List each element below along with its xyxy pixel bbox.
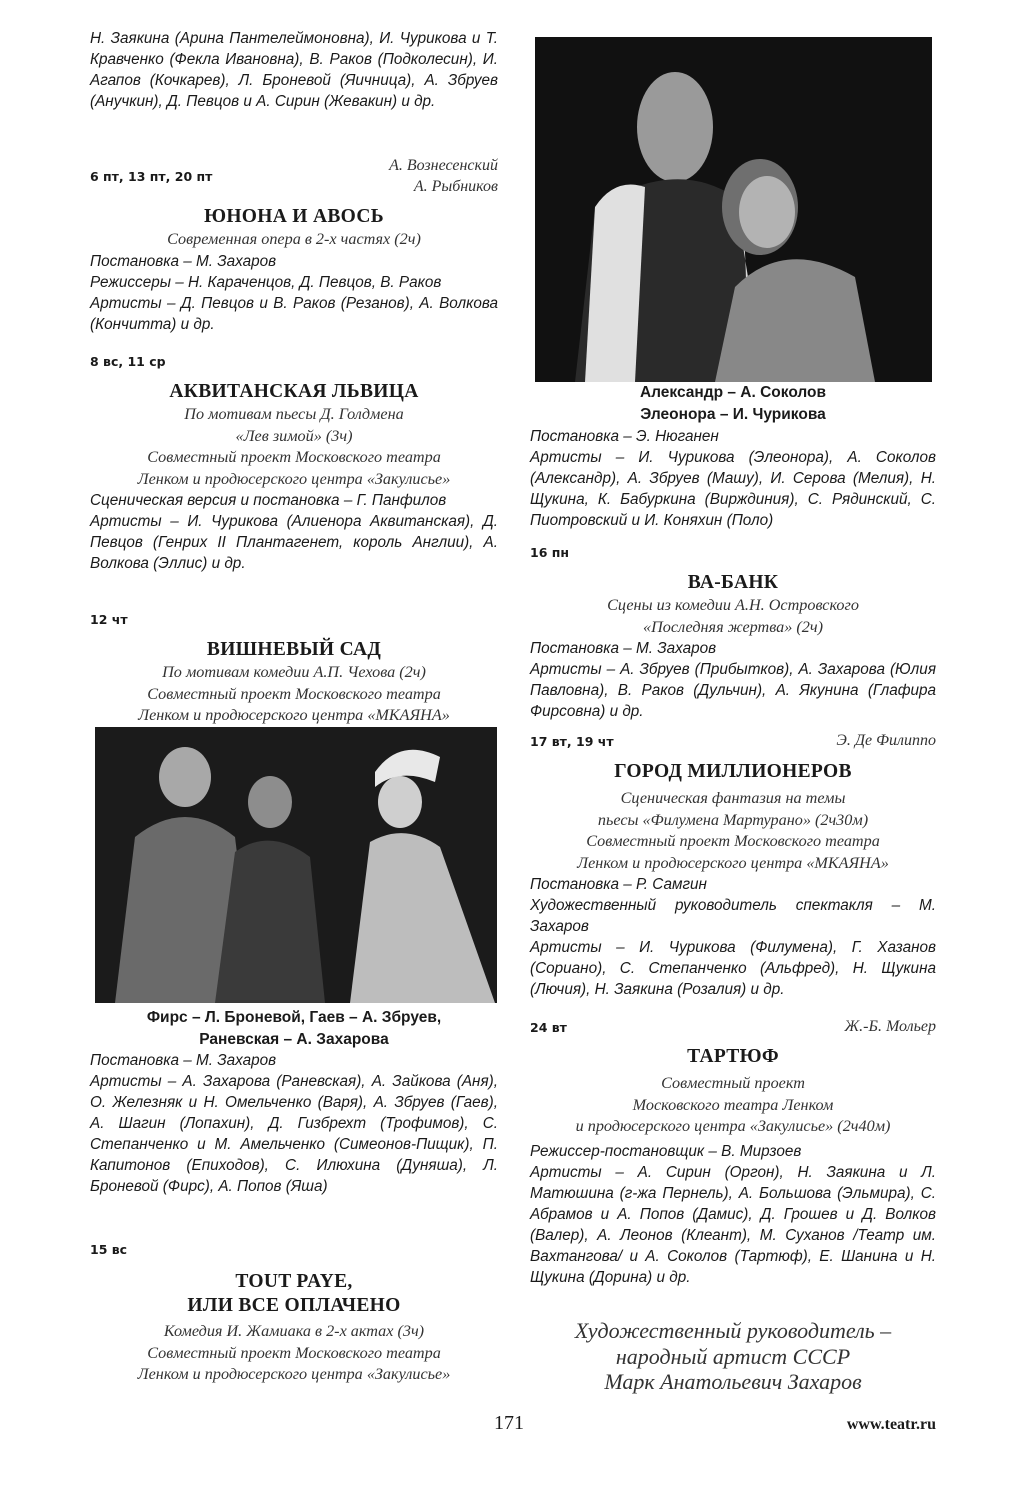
show-subtitle: Совместный проект Московского театра <box>147 448 441 466</box>
show-date: 17 вт, 19 чт <box>530 734 614 749</box>
show-date: 6 пт, 13 пт, 20 пт <box>90 169 213 184</box>
caption-line: Элеонора – И. Чурикова <box>640 405 826 423</box>
show-yunona <box>90 205 498 335</box>
show-tout <box>90 1270 498 1386</box>
show-lvitsa <box>90 380 498 574</box>
show-subtitle: По мотивам пьесы Д. Голдмена <box>184 405 404 423</box>
caption-line: Александр – А. Соколов <box>639 384 827 401</box>
cast: Артисты – И. Чурикова (Элеонора), А. Соколов (Александр), А. Збруев (Машу), И. Серова (Мелия), Н. Щукина, К. Бабуркина (Вирждиния), С. Рядинский, С. Пиотровский и И. Коняхин (Поло) <box>530 449 936 529</box>
staging: Постановка – М. Захаров <box>90 252 277 270</box>
show-subtitle: «Лев зимой» (3ч) <box>235 426 353 445</box>
show-title: ГОРОД МИЛЛИОНЕРОВ <box>614 761 852 782</box>
staging: Сценическая версия и постановка – Г. Панфилов <box>90 492 447 509</box>
closing-line: Художественный руководитель – <box>574 1318 892 1343</box>
show-subtitle: Сценическая фантазия на темы <box>620 789 846 807</box>
show-subtitle: Ленком и продюсерского центра «МКАЯНА» <box>577 853 889 872</box>
photo-cherry-orchard <box>95 727 497 1003</box>
caption-line: Фирс – Л. Броневой, Гаев – А. Збруев, <box>146 1009 442 1026</box>
page-number: 171 <box>494 1412 524 1434</box>
show-sad <box>90 638 498 727</box>
show-subtitle: Ленком и продюсерского центра «Закулисье» <box>137 469 451 488</box>
show-subtitle: и продюсерского центра «Закулисье» (2ч40м) <box>575 1117 891 1135</box>
cast: Артисты – А. Захарова (Раневская), А. Зайкова (Аня), О. Железняк и Н. Омельченко (Варя), А. Збруев (Гаев), А. Шагин (Лопахин), Д. Гизбрехт (Трофимов), С. Степанченко и М. Амельченко (Симеонов-Пищик), П. Капитонов (Епиходов), С. Илюхина (Дуняша), Л. Броневой (Фирс), А. Попов (Яша) <box>90 1073 498 1195</box>
photo-caption <box>90 1007 498 1050</box>
art-director: Художественный руководитель спектакля – М. Захаров <box>530 897 936 935</box>
show-date: 12 чт <box>90 612 128 627</box>
intro-cast: Н. Заякина (Арина Пантелеймоновна), И. Чурикова и Т. Кравченко (Фекла Ивановна), В. Раков (Подколесин), И. Агапов (Кочкарев), Л. Броневой (Яичница), А. Збруев (Анучкин), Д. Певцов и А. Сирин (Жевакин) и др. <box>90 30 498 110</box>
show-subtitle: пьесы «Филумена Мартурано» (2ч30м) <box>597 810 869 829</box>
staging: Постановка – М. Захаров <box>530 640 717 657</box>
show-subtitle: Совместный проект Московского театра <box>147 684 441 703</box>
closing-line: народный артист СССР <box>615 1343 851 1369</box>
cast: Артисты – Д. Певцов и В. Раков (Резанов), А. Волкова (Кончитта) и др. <box>90 294 498 333</box>
photo-image <box>535 37 932 382</box>
show-author: Ж.-Б. Мольер <box>844 1018 936 1035</box>
show-title: АКВИТАНСКАЯ ЛЬВИЦА <box>169 381 419 402</box>
cast: Артисты – А. Збруев (Прибытков), А. Захарова (Юлия Павловна), В. Раков (Дульчин), А. Якунина (Глафира Фирсовна) и др. <box>530 661 936 720</box>
show-tartuffe <box>530 1045 936 1288</box>
show-subtitle: Совместный проект <box>661 1074 805 1092</box>
directors: Режиссеры – Н. Караченцов, Д. Певцов, В. Раков <box>90 273 442 291</box>
cast: Артисты – И. Чурикова (Алиенора Аквитанская), Д. Певцов (Генрих II Плантагенет, король Англии), А. Волкова (Эллис) и др. <box>90 513 498 572</box>
show-title: TOUT PAYE, <box>235 1271 353 1292</box>
show-title: ИЛИ ВСЕ ОПЛАЧЕНО <box>187 1295 401 1316</box>
artistic-director-note <box>530 1318 936 1395</box>
show-title: ЮНОНА И АВОСЬ <box>204 206 384 227</box>
show-subtitle: Московского театра Ленком <box>632 1095 834 1114</box>
staging: Постановка – Р. Самгин <box>530 876 707 893</box>
photo-caption <box>530 382 936 425</box>
show-date: 16 пн <box>530 545 570 560</box>
show-subtitle: Современная опера в 2-х частях (2ч) <box>167 230 421 248</box>
show-date: 8 вс, 11 ср <box>90 354 166 369</box>
show-title: ТАРТЮФ <box>687 1046 779 1067</box>
show-subtitle: Совместный проект Московского театра <box>147 1343 441 1362</box>
show-subtitle: Сцены из комедии А.Н. Островского <box>607 596 859 614</box>
show-title: ВИШНЕВЫЙ САД <box>206 639 382 660</box>
show-date: 15 вс <box>90 1242 128 1257</box>
show-author <box>90 155 498 197</box>
cast: Артисты – И. Чурикова (Филумена), Г. Хазанов (Сориано), С. Степанченко (Альфред), Н. Щукина (Лючия), Н. Заякина (Розалия) и др. <box>530 939 936 998</box>
closing-line: Марк Анатольевич Захаров <box>604 1369 862 1394</box>
show-subtitle: Ленком и продюсерского центра «Закулисье» <box>137 1365 451 1383</box>
photo-image <box>95 727 497 1003</box>
director: Режиссер-постановщик – В. Мирзоев <box>530 1142 802 1160</box>
show-subtitle: «Последняя жертва» (2ч) <box>643 617 823 636</box>
photo-lion <box>535 37 932 382</box>
website-link[interactable]: www.teatr.ru <box>846 1416 936 1433</box>
author-line: А. Рыбников <box>413 178 498 195</box>
show-subtitle: Комедия И. Жамиака в 2-х актах (3ч) <box>163 1322 425 1340</box>
author-line: А. Вознесенский <box>389 157 498 174</box>
show-lion-credits <box>530 426 936 531</box>
show-title: ВА-БАНК <box>687 572 779 593</box>
show-subtitle: По мотивам комедии А.П. Чехова (2ч) <box>162 663 426 681</box>
staging: Постановка – Э. Нюганен <box>530 428 719 445</box>
show-date: 24 вт <box>530 1020 567 1035</box>
show-sad-credits <box>90 1050 498 1197</box>
show-author: Э. Де Филиппо <box>836 732 936 749</box>
show-gorod <box>530 760 936 1000</box>
show-vabank <box>530 571 936 722</box>
show-subtitle: Совместный проект Московского театра <box>586 832 880 850</box>
staging: Постановка – М. Захаров <box>90 1052 277 1069</box>
caption-line: Раневская – А. Захарова <box>199 1030 389 1048</box>
show-subtitle: Ленком и продюсерского центра «МКАЯНА» <box>138 706 450 724</box>
cast: Артисты – А. Сирин (Оргон), Н. Заякина и Л. Матюшина (г-жа Пернель), А. Большова (Эльмира), С. Абрамов и А. Попов (Дамис), Д. Грошев и Д. Волков (Валер), А. Леонов (Клеант), М. Суханов /Театр им. Вахтангова/ и А. Соколов (Тартюф), Е. Шанина и Н. Щукина (Дорина) и др. <box>530 1163 936 1286</box>
